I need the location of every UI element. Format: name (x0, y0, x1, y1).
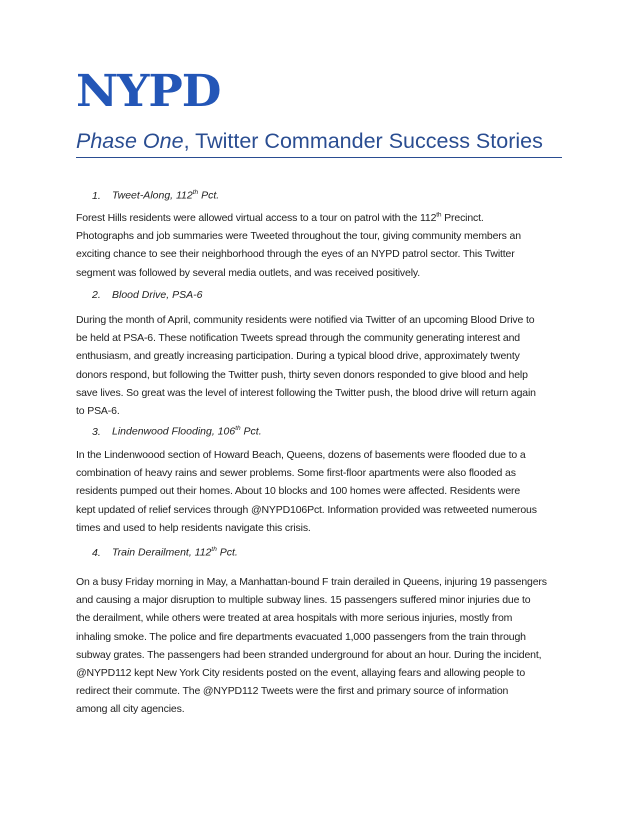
page-title (76, 127, 562, 158)
story-heading-text: Train Derailment, 112 (112, 546, 212, 559)
story-paragraph-4 (76, 573, 566, 719)
story-heading-sup: th (211, 546, 217, 553)
paragraph-line: combination of heavy rains and sewer problems. Some first-floor apartments were also flooded as (76, 467, 516, 480)
paragraph-line: Photographs and job summaries were Tweeted throughout the tour, giving community members an (76, 230, 521, 243)
paragraph-line: During the month of April, community residents were notified via Twitter of an upcoming Blood Drive to (76, 314, 535, 326)
paragraph-line: the derailment, while others were treated at area hospitals with more serious injuries, mostly from (76, 612, 513, 625)
paragraph-line: to PSA-6. (76, 405, 120, 418)
story-heading-end: Pct. (198, 189, 220, 202)
title-italic: Phase One (76, 129, 184, 153)
story-heading-end: Pct. (240, 425, 262, 438)
paragraph-line: Forest Hills residents were allowed virtual access to a tour on patrol with the 112th Precinct. (76, 211, 484, 224)
paragraph-line: @NYPD112 kept New York City residents posted on the event, allaying fears and allowing people to (76, 667, 526, 680)
paragraph-line: save lives. So great was the level of interest following the Twitter push, the blood drive will return again (76, 386, 536, 399)
story-heading-text: Tweet-Along, 112 (112, 189, 193, 202)
paragraph-line: be held at PSA-6. These notification Tweets spread through the community generating interest and (76, 332, 520, 345)
story-heading-end: Pct. (216, 546, 238, 559)
story-heading-3 (92, 422, 262, 439)
story-number: 4. (92, 546, 101, 559)
title-rest: , Twitter Commander Success Stories (183, 129, 543, 153)
paragraph-line: In the Lindenwoood section of Howard Beach, Queens, dozens of basements were flooded due to a (76, 449, 526, 461)
story-heading-4 (92, 543, 238, 560)
paragraph-line: inhaling smoke. The police and fire departments evacuated 1,000 passengers from the train through (76, 630, 526, 643)
paragraph-line: redirect their commute. The @NYPD112 Tweets were the first and primary source of information (76, 685, 509, 698)
story-paragraph-1 (76, 209, 566, 282)
paragraph-line: exciting chance to see their neighborhood through the eyes of an NYPD patrol sector. This Twitter (76, 248, 515, 261)
story-heading-sup: th (235, 425, 241, 432)
story-number: 3. (92, 425, 101, 438)
story-number: 1. (92, 189, 101, 202)
story-heading-1 (92, 186, 219, 203)
paragraph-line: On a busy Friday morning in May, a Manhattan-bound F train derailed in Queens, injuring 19 passengers (76, 576, 547, 588)
story-paragraph-3 (76, 446, 566, 537)
paragraph-line: residents pumped out their homes. About 10 blocks and 100 homes were affected. Residents were (76, 485, 521, 498)
story-heading-text: Lindenwood Flooding, 106 (112, 425, 236, 438)
paragraph-line: and causing a major disruption to multiple subway lines. 15 passengers suffered minor injuries due to (76, 594, 531, 607)
paragraph-line: kept updated of relief services through @NYPD106Pct. Information provided was retweeted numerous (76, 503, 537, 516)
story-paragraph-2 (76, 311, 566, 420)
paragraph-line: enthusiasm, and greatly increasing participation. During a typical blood drive, approximately twenty (76, 350, 520, 363)
paragraph-line: among all city agencies. (76, 703, 185, 716)
paragraph-line: donors respond, but following the Twitter push, thirty seven donors responded to give blood and help (76, 368, 528, 381)
story-number: 2. (92, 289, 101, 301)
paragraph-line: times and used to help residents navigate this crisis. (76, 521, 311, 534)
paragraph-line: subway grates. The passengers had been stranded underground for about an hour. During the incident, (76, 648, 542, 661)
nypd-logo: NYPD (76, 66, 221, 117)
paragraph-line: segment was followed by several media outlets, and was received positively. (76, 266, 420, 279)
story-heading-text: Blood Drive, PSA-6 (112, 289, 203, 301)
story-heading-sup: th (192, 189, 199, 196)
story-heading-2 (92, 288, 202, 302)
